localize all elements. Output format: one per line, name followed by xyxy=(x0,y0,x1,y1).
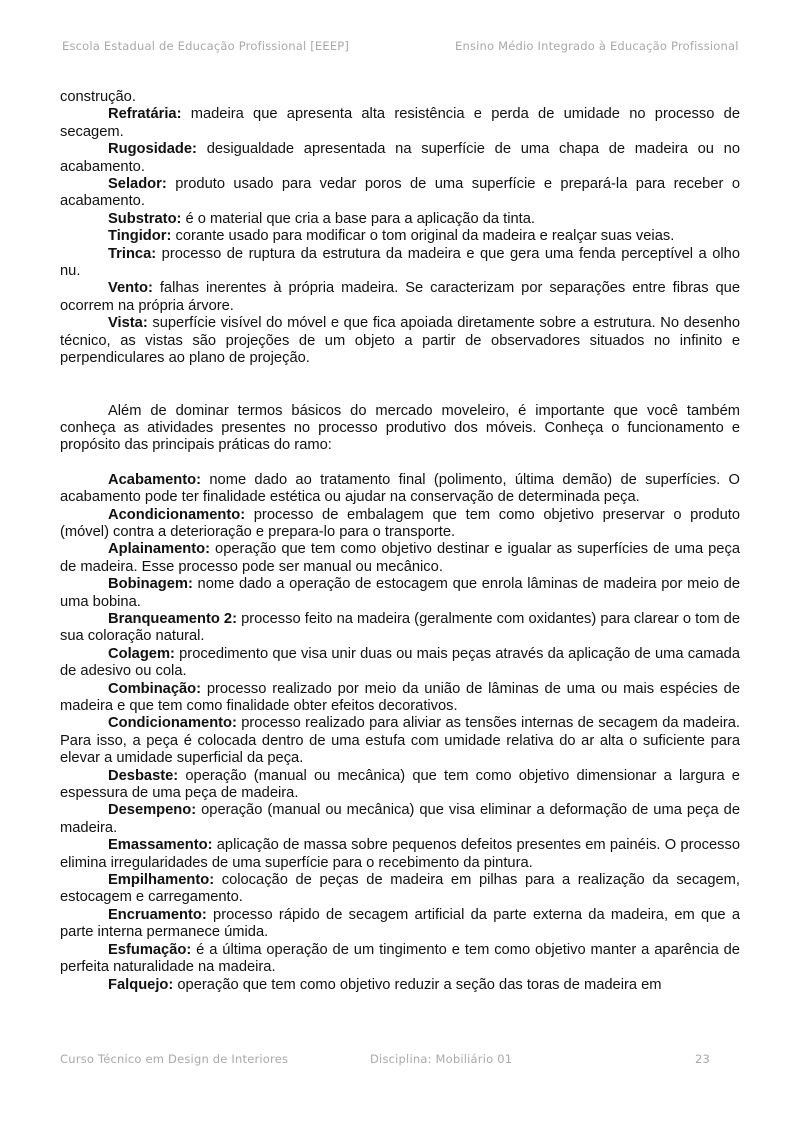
glossary-definition: falhas inerentes à própria madeira. Se caracterizam por separações entre fibras que ocorrem na própria árvore. xyxy=(60,280,740,314)
glossary-term: Condicionamento: xyxy=(108,715,237,732)
glossary-term: Bobinagem: xyxy=(108,576,193,593)
glossary-definition: processo realizado para aliviar as tensões internas de secagem da madeira. Para isso, a peça é colocada dentro de uma estufa com umidade relativa do ar alta o suficiente para elevar a umidade superficial da peça. xyxy=(60,715,740,767)
glossary-entry xyxy=(60,715,740,767)
glossary-entry xyxy=(60,942,740,977)
glossary-term: Combinação: xyxy=(108,680,202,697)
glossary-term: Substrato: xyxy=(108,210,182,227)
glossary-definition: madeira que apresenta alta resistência e perda de umidade no processo de secagem. xyxy=(60,106,740,140)
glossary-term: Colagem: xyxy=(108,645,175,662)
glossary-definition: superfície visível do móvel e que fica apoiada diretamente sobre a estrutura. No desenho técnico, as vistas são projeções de um objeto a partir de observadores situados no infinito e perpendiculares ao plano de projeção. xyxy=(60,315,740,367)
glossary-entry xyxy=(60,228,740,245)
glossary-entry xyxy=(60,541,740,576)
glossary-entry xyxy=(60,646,740,681)
glossary-entry xyxy=(60,872,740,907)
glossary-term: Encruamento: xyxy=(108,906,207,923)
glossary-term: Acondicionamento: xyxy=(108,506,246,523)
glossary-term: Esfumação: xyxy=(108,941,192,958)
glossary-term: Tingidor: xyxy=(108,228,172,245)
glossary-entry xyxy=(60,907,740,942)
glossary-definition: corante usado para modificar o tom original da madeira e realçar suas veias. xyxy=(175,228,675,245)
glossary-term: Refratária: xyxy=(108,106,182,123)
glossary-entry xyxy=(60,280,740,315)
glossary-definition: nome dado a operação de estocagem que enrola lâminas de madeira por meio de uma bobina. xyxy=(60,576,740,610)
glossary-term: Rugosidade: xyxy=(108,141,197,158)
glossary-definition: produto usado para vedar poros de uma superfície e prepará-la para receber o acabamento. xyxy=(60,176,740,210)
glossary-definition: processo feito na madeira (geralmente com oxidantes) para clarear o tom de sua coloração natural. xyxy=(60,610,740,645)
glossary-entry xyxy=(60,176,740,211)
glossary-term: Selador: xyxy=(108,176,167,193)
glossary-term: Emassamento: xyxy=(108,837,213,854)
glossary-entry xyxy=(60,472,740,507)
glossary-term: Vista: xyxy=(108,315,148,332)
glossary-entry xyxy=(60,106,740,141)
footer-course: Curso Técnico em Design de Interiores xyxy=(60,1052,289,1066)
glossary-definition: desigualdade apresentada na superfície de uma chapa de madeira ou no acabamento. xyxy=(60,141,740,175)
glossary-definition: colocação de peças de madeira em pilhas para a realização da secagem, estocagem e carregamento. xyxy=(60,872,740,906)
page-number: 23 xyxy=(695,1052,711,1066)
glossary-entry xyxy=(60,141,740,176)
glossary-entry xyxy=(60,315,740,367)
header-program: Ensino Médio Integrado à Educação Profissional xyxy=(455,39,739,53)
glossary-entry xyxy=(60,681,740,716)
glossary-entry xyxy=(60,768,740,803)
glossary-definition: é o material que cria a base para a aplicação da tinta. xyxy=(185,210,535,227)
glossary-definition: processo rápido de secagem artificial da parte externa da madeira, em que a parte interna permanece úmida. xyxy=(60,906,740,941)
glossary-definition: operação que tem como objetivo destinar e igualar as superfícies de uma peça de madeira. Esse processo pode ser manual ou mecânico. xyxy=(60,541,740,575)
glossary-definition: operação (manual ou mecânica) que tem como objetivo dimensionar a largura e espessura de uma peça de madeira. xyxy=(60,767,740,802)
glossary-definition: processo de embalagem que tem como objetivo preservar o produto (móvel) contra a deterioração e prepara-lo para o transporte. xyxy=(60,506,740,540)
glossary-definition: nome dado ao tratamento final (polimento, última demão) de superfícies. O acabamento pode ter finalidade estética ou ajudar na conservação de determinada peça. xyxy=(60,471,740,506)
glossary-entry xyxy=(60,837,740,872)
glossary-definition: processo realizado por meio da união de lâminas de uma ou mais espécies de madeira e que tem como finalidade obter efeitos decorativos. xyxy=(60,680,740,714)
glossary-entry xyxy=(60,802,740,837)
glossary-entry xyxy=(60,576,740,611)
glossary-entry xyxy=(60,611,740,646)
glossary-entry xyxy=(60,246,740,281)
glossary-term: Desbaste: xyxy=(108,767,179,784)
header-school: Escola Estadual de Educação Profissional [EEEP] xyxy=(62,39,350,53)
intro-continuation: construção. xyxy=(60,89,136,105)
glossary-entry xyxy=(60,977,740,994)
glossary-definition: operação que tem como objetivo reduzir a seção das toras de madeira em xyxy=(177,976,662,993)
glossary-list-b xyxy=(60,472,740,994)
glossary-term: Acabamento: xyxy=(108,471,202,488)
glossary-term: Branqueamento 2: xyxy=(108,610,237,627)
glossary-definition: processo de ruptura da estrutura da madeira e que gera uma fenda perceptível a olho nu. xyxy=(60,245,740,280)
glossary-term: Vento: xyxy=(108,280,153,297)
page-body xyxy=(60,89,740,994)
glossary-term: Falquejo: xyxy=(108,976,174,993)
glossary-definition: procedimento que visa unir duas ou mais peças através da aplicação de uma camada de adesivo ou cola. xyxy=(60,645,741,680)
glossary-entry xyxy=(60,211,740,228)
glossary-definition: aplicação de massa sobre pequenos defeitos presentes em painéis. O processo elimina irregularidades de uma superfície para o recebimento da pintura. xyxy=(60,837,740,871)
glossary-list-a xyxy=(60,106,740,367)
glossary-entry xyxy=(60,507,740,542)
glossary-term: Trinca: xyxy=(108,245,157,262)
glossary-definition: é a última operação de um tingimento e tem como objetivo manter a aparência de perfeita naturalidade na madeira. xyxy=(60,941,740,976)
footer-discipline: Disciplina: Mobiliário 01 xyxy=(370,1052,513,1066)
glossary-definition: operação (manual ou mecânica) que visa eliminar a deformação de uma peça de madeira. xyxy=(60,802,740,836)
intro-paragraph: Além de dominar termos básicos do mercado moveleiro, é importante que você também conheça as atividades presentes no processo produtivo dos móveis. Conheça o funcionamento e propósito das principais práticas do ramo: xyxy=(60,402,740,454)
glossary-term: Desempeno: xyxy=(108,802,197,819)
glossary-term: Aplainamento: xyxy=(108,541,211,558)
glossary-term: Empilhamento: xyxy=(108,872,215,889)
